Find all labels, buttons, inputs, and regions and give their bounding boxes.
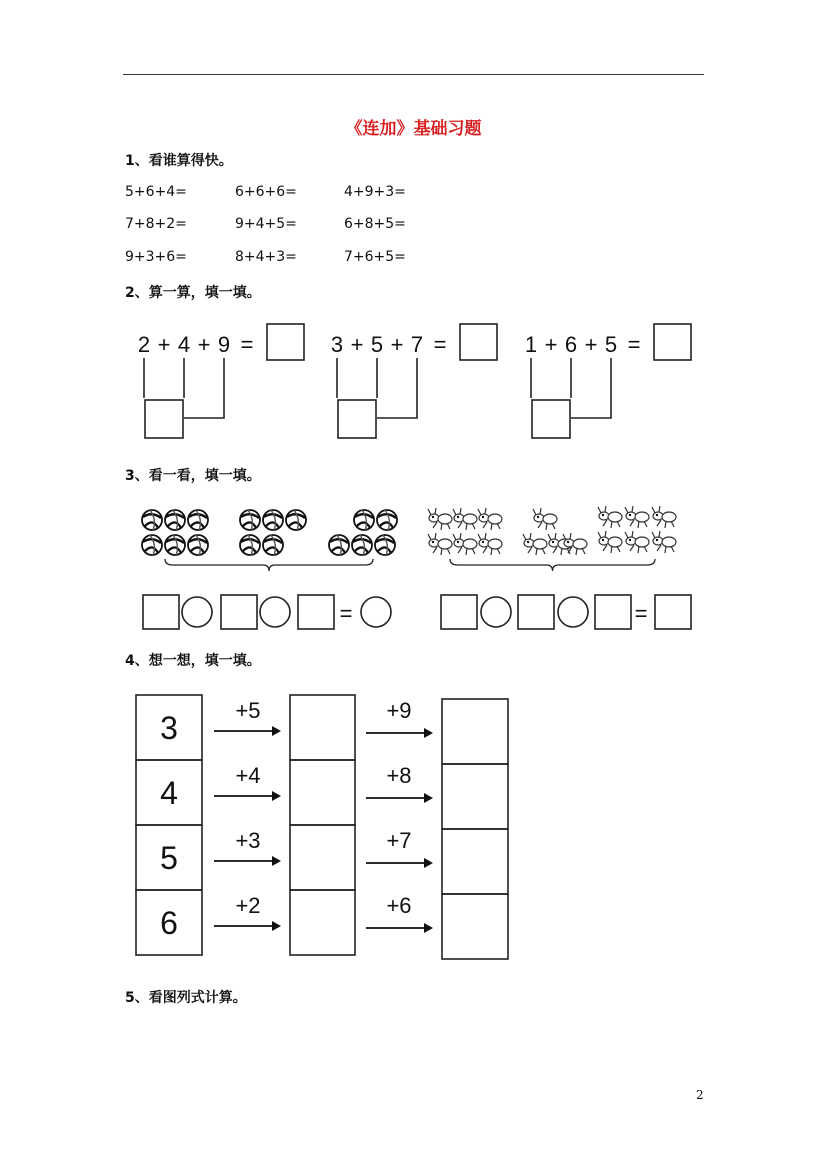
ant-body bbox=[438, 514, 452, 524]
volleyball-icon bbox=[352, 535, 372, 555]
ant-icon bbox=[563, 533, 587, 555]
ant-icon bbox=[652, 531, 676, 553]
volleyball-icon bbox=[142, 535, 162, 555]
equation: 4+9+3= bbox=[344, 184, 406, 200]
equation: 6+6+6= bbox=[235, 184, 297, 200]
operator-circle bbox=[361, 597, 391, 627]
answer-box bbox=[441, 595, 477, 629]
ant-body bbox=[608, 512, 622, 522]
operator-circle bbox=[558, 597, 588, 627]
operation-label: +3 bbox=[235, 828, 261, 853]
question-3-diagram bbox=[0, 495, 827, 640]
answer-box bbox=[460, 324, 497, 360]
equation: 7+8+2= bbox=[125, 216, 187, 232]
equals-sign: = bbox=[634, 601, 648, 626]
volleyball-icon bbox=[375, 535, 395, 555]
answer-box bbox=[442, 829, 508, 894]
addend: 4 bbox=[177, 332, 191, 357]
answer-box bbox=[654, 324, 691, 360]
answer-box bbox=[595, 595, 631, 629]
ant-icon bbox=[428, 508, 452, 530]
volleyball-icon bbox=[165, 510, 185, 530]
operation-label: +5 bbox=[235, 698, 261, 723]
ant-icon bbox=[478, 508, 502, 530]
answer-box bbox=[290, 695, 355, 760]
header-rule bbox=[123, 74, 704, 75]
ant-icon bbox=[523, 533, 547, 555]
start-number: 4 bbox=[160, 775, 178, 811]
answer-box bbox=[298, 595, 334, 629]
chain-row bbox=[136, 825, 508, 894]
ant-eye bbox=[482, 541, 484, 543]
answer-box bbox=[221, 595, 257, 629]
plus-sign: + bbox=[197, 332, 211, 357]
answer-box bbox=[442, 764, 508, 829]
ant-eye bbox=[602, 514, 604, 516]
page-title: 《连加》基础习题 bbox=[345, 119, 482, 139]
answer-box bbox=[290, 825, 355, 890]
addend: 7 bbox=[410, 332, 424, 357]
arrow-head bbox=[272, 791, 281, 801]
plus-sign: + bbox=[390, 332, 404, 357]
ant-body bbox=[488, 514, 502, 524]
ant-body bbox=[543, 514, 557, 524]
ant-body bbox=[662, 537, 676, 547]
operation-label: +6 bbox=[386, 893, 412, 918]
answer-box bbox=[442, 699, 508, 764]
operator-circle bbox=[260, 597, 290, 627]
ant-icon bbox=[428, 533, 452, 555]
volleyball-icon bbox=[142, 510, 162, 530]
operator-circle bbox=[182, 597, 212, 627]
ant-icon bbox=[598, 531, 622, 553]
ant-eye bbox=[537, 516, 539, 518]
equals-sign: = bbox=[433, 332, 447, 357]
operation-label: +2 bbox=[235, 893, 261, 918]
answer-box bbox=[655, 595, 691, 629]
sum-group bbox=[331, 324, 497, 438]
partial-sum-box bbox=[532, 400, 570, 438]
ant-eye bbox=[457, 541, 459, 543]
equation: 8+4+3= bbox=[235, 249, 297, 265]
ant-icon bbox=[598, 506, 622, 528]
arrow-head bbox=[424, 858, 433, 868]
ant-icon bbox=[533, 508, 557, 530]
brace bbox=[450, 559, 655, 571]
equation: 9+4+5= bbox=[235, 216, 297, 232]
ant-icon bbox=[453, 533, 477, 555]
addend: 2 bbox=[137, 332, 151, 357]
partial-sum-box bbox=[145, 400, 183, 438]
ant-body bbox=[488, 539, 502, 549]
ant-eye bbox=[656, 539, 658, 541]
ant-eye bbox=[567, 541, 569, 543]
answer-box bbox=[442, 894, 508, 959]
volleyball-icon bbox=[188, 510, 208, 530]
ant-body bbox=[438, 539, 452, 549]
sum-group bbox=[525, 324, 691, 438]
volleyball-icon bbox=[286, 510, 306, 530]
answer-box bbox=[290, 890, 355, 955]
ant-eye bbox=[602, 539, 604, 541]
ant-body bbox=[463, 539, 477, 549]
plus-sign: + bbox=[544, 332, 558, 357]
ant-eye bbox=[457, 516, 459, 518]
arrow-head bbox=[424, 793, 433, 803]
plus-sign: + bbox=[157, 332, 171, 357]
start-number: 6 bbox=[160, 905, 178, 941]
arrow-head bbox=[272, 726, 281, 736]
ant-eye bbox=[482, 516, 484, 518]
ant-body bbox=[573, 539, 587, 549]
ant-icon bbox=[625, 531, 649, 553]
partial-sum-box bbox=[338, 400, 376, 438]
question-2-label: 2、算一算，填一填。 bbox=[125, 285, 261, 301]
ant-eye bbox=[552, 541, 554, 543]
volleyball-icon bbox=[329, 535, 349, 555]
ant-eye bbox=[432, 541, 434, 543]
ant-icon bbox=[625, 506, 649, 528]
chain-row bbox=[136, 890, 508, 959]
bracket-line bbox=[377, 358, 417, 418]
volleyball-icon bbox=[188, 535, 208, 555]
volleyball-icon bbox=[263, 510, 283, 530]
addend: 9 bbox=[217, 332, 231, 357]
addend: 1 bbox=[524, 332, 538, 357]
volleyball-icon bbox=[263, 535, 283, 555]
question-5-label: 5、看图列式计算。 bbox=[125, 990, 247, 1006]
question-4-label: 4、想一想，填一填。 bbox=[125, 653, 261, 669]
volleyball-icon bbox=[354, 510, 374, 530]
equation: 6+8+5= bbox=[344, 216, 406, 232]
ant-eye bbox=[527, 541, 529, 543]
volleyball-icon bbox=[377, 510, 397, 530]
ant-body bbox=[533, 539, 547, 549]
volleyball-icon bbox=[240, 535, 260, 555]
operation-label: +7 bbox=[386, 828, 412, 853]
ant-icon bbox=[453, 508, 477, 530]
question-4-diagram bbox=[0, 685, 827, 970]
plus-sign: + bbox=[584, 332, 598, 357]
equals-sign: = bbox=[627, 332, 641, 357]
ant-body bbox=[635, 537, 649, 547]
answer-box bbox=[267, 324, 304, 360]
equation: 7+6+5= bbox=[344, 249, 406, 265]
arrow-head bbox=[424, 923, 433, 933]
volleyball-icon bbox=[240, 510, 260, 530]
chain-row bbox=[136, 760, 508, 829]
plus-sign: + bbox=[350, 332, 364, 357]
addend: 3 bbox=[330, 332, 344, 357]
ant-eye bbox=[432, 516, 434, 518]
answer-box bbox=[518, 595, 554, 629]
equation: 5+6+4= bbox=[125, 184, 187, 200]
answer-box bbox=[143, 595, 179, 629]
operation-label: +4 bbox=[235, 763, 261, 788]
operation-label: +9 bbox=[386, 698, 412, 723]
arrow-head bbox=[272, 856, 281, 866]
ant-eye bbox=[629, 539, 631, 541]
equals-sign: = bbox=[339, 601, 353, 626]
ant-body bbox=[635, 512, 649, 522]
question-3-label: 3、看一看，填一填。 bbox=[125, 468, 261, 484]
volleyball-icon bbox=[165, 535, 185, 555]
addend: 5 bbox=[604, 332, 618, 357]
operator-circle bbox=[481, 597, 511, 627]
addend: 6 bbox=[564, 332, 578, 357]
ant-icon bbox=[478, 533, 502, 555]
question-1-label: 1、看谁算得快。 bbox=[125, 153, 233, 169]
ant-body bbox=[662, 512, 676, 522]
addend: 5 bbox=[370, 332, 384, 357]
arrow-head bbox=[272, 921, 281, 931]
equals-sign: = bbox=[240, 332, 254, 357]
start-number: 5 bbox=[160, 840, 178, 876]
bracket-line bbox=[184, 358, 224, 418]
ant-body bbox=[608, 537, 622, 547]
answer-box bbox=[290, 760, 355, 825]
operation-label: +8 bbox=[386, 763, 412, 788]
start-number: 3 bbox=[160, 710, 178, 746]
equation: 9+3+6= bbox=[125, 249, 187, 265]
chain-row bbox=[136, 695, 508, 764]
brace bbox=[165, 559, 373, 571]
bracket-line bbox=[571, 358, 611, 418]
ant-body bbox=[463, 514, 477, 524]
ant-eye bbox=[629, 514, 631, 516]
ant-eye bbox=[656, 514, 658, 516]
ant-icon bbox=[652, 506, 676, 528]
page-number: 2 bbox=[696, 1088, 704, 1102]
arrow-head bbox=[424, 728, 433, 738]
question-2-diagram bbox=[0, 310, 827, 450]
sum-group bbox=[138, 324, 304, 438]
